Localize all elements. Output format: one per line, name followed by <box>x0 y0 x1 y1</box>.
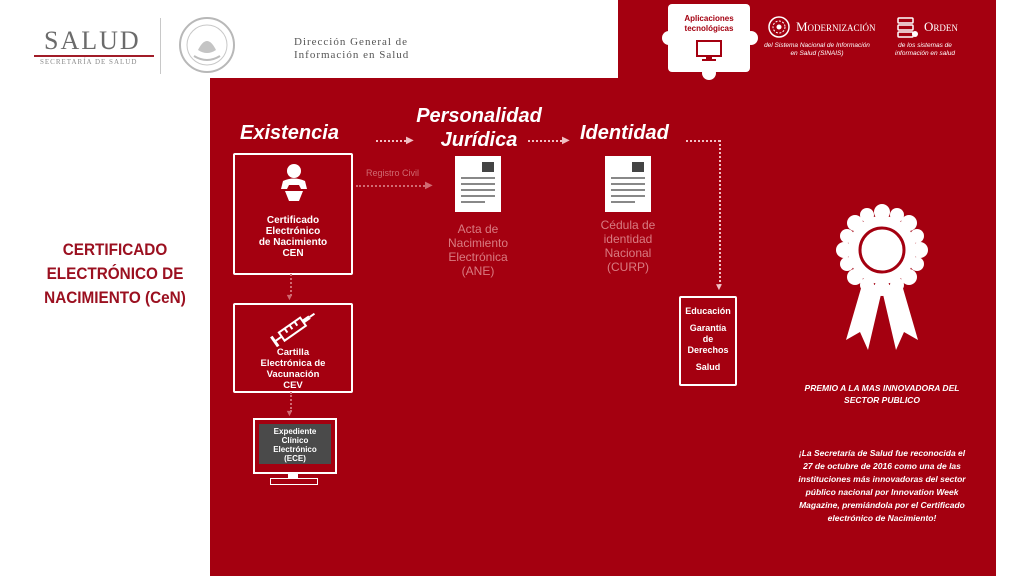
ane-label-line-1: Acta de <box>457 222 499 236</box>
derechos-line-educacion: Educación <box>685 306 731 316</box>
cen-label-line-3: de Nacimiento <box>258 237 328 248</box>
ece-label-line-2: Clínico <box>281 436 309 445</box>
globe-icon <box>768 16 790 38</box>
derechos-line-de: de <box>702 334 714 344</box>
database-icon <box>896 16 918 38</box>
ane-label-line-2: Nacimiento <box>447 236 509 250</box>
monitor-base <box>270 478 318 485</box>
orden-title[interactable]: Orden <box>924 19 958 34</box>
orden-sub-line-1: de los sistemas de <box>898 42 952 49</box>
cen-page-title <box>30 238 201 310</box>
mexico-seal-icon <box>178 16 236 74</box>
premio-title-line-2: SECTOR PUBLICO <box>844 395 920 405</box>
curp-label-line-1: Cédula de <box>600 218 656 232</box>
arrowhead-down-icon: ▼ <box>285 408 294 418</box>
arrowhead-down-icon: ▼ <box>714 282 724 293</box>
apps-puzzle-button[interactable] <box>668 4 750 72</box>
cev-label <box>235 347 351 391</box>
logo-word: SALUD <box>44 26 141 55</box>
cen-label <box>235 215 351 259</box>
curp-label-line-2: identidad <box>603 232 653 246</box>
document-icon <box>604 155 652 213</box>
arrowhead-down-icon: ▼ <box>285 292 294 302</box>
ece-label-line-3: Electrónico <box>273 445 317 454</box>
derechos-line-garantia: Garantía <box>689 323 727 333</box>
premio-text-line-5: Magazine, premiándola por el Certificado <box>799 500 965 510</box>
premio-description <box>780 447 984 525</box>
cev-label-line-1: Cartilla <box>276 347 310 358</box>
salud-logo <box>30 22 160 72</box>
ane-label-line-4: (ANE) <box>461 264 495 278</box>
derechos-line-derechos: Derechos <box>687 345 729 355</box>
cev-label-line-4: CEV <box>283 380 303 391</box>
award-ribbon-icon <box>832 204 932 354</box>
derechos-line-salud: Salud <box>695 362 721 372</box>
stage-personalidad-line-2: Jurídica <box>440 129 518 151</box>
title-line-3: NACIMIENTO (CeN) <box>44 288 186 307</box>
arrowhead-icon: ▶ <box>406 135 414 146</box>
cen-label-line-4: CEN <box>282 248 304 259</box>
arrow-identidad-right <box>686 140 720 142</box>
cen-label-line-2: Electrónico <box>265 226 321 237</box>
header-divider <box>160 18 161 74</box>
baby-icon <box>277 163 311 203</box>
arrowhead-icon: ▶ <box>562 135 570 146</box>
ane-label-line-3: Electrónica <box>448 250 508 264</box>
arrow-cen-ane <box>356 185 428 187</box>
dgis-line-2: Información en Salud <box>294 49 410 61</box>
arrow-existencia-personalidad <box>376 140 410 142</box>
arrow-identidad-down <box>719 140 721 286</box>
premio-text-line-6: electrónico de Nacimiento! <box>827 513 937 523</box>
ane-label <box>424 222 532 278</box>
registro-civil-label: Registro Civil <box>366 168 420 178</box>
derechos-label <box>681 306 735 373</box>
ece-monitor[interactable] <box>253 418 337 474</box>
apps-label <box>668 14 750 34</box>
puzzle-knob-bottom <box>702 66 716 80</box>
title-line-1: CERTIFICADO <box>62 240 168 259</box>
document-icon <box>454 155 502 213</box>
premio-text-line-1: ¡La Secretaría de Salud fue reconocida el <box>798 448 966 458</box>
arrowhead-icon: ▶ <box>425 180 433 191</box>
stage-existencia: Existencia <box>240 122 339 144</box>
logo-subtitle: SECRETARÍA DE SALUD <box>40 58 138 66</box>
premio-text-line-2: 27 de octubre de 2016 como una de las <box>803 461 961 471</box>
title-line-2: ELECTRÓNICO DE <box>46 264 184 283</box>
logo-underline <box>34 55 154 57</box>
ece-label-line-4: (ECE) <box>284 454 306 463</box>
stage-personalidad-juridica <box>414 104 544 152</box>
cev-box[interactable] <box>233 303 353 393</box>
premio-title <box>790 382 974 406</box>
arrow-personalidad-identidad <box>528 140 566 142</box>
apps-label-line-1: Aplicaciones <box>684 14 734 23</box>
dgis-line-1: Dirección General de <box>294 36 409 48</box>
ece-screen <box>259 424 331 464</box>
dgis-title <box>294 36 409 62</box>
stage-personalidad-line-1: Personalidad <box>416 105 542 127</box>
premio-text-line-3: instituciones más innovadoras del sector <box>798 474 966 484</box>
curp-label-line-4: (CURP) <box>607 260 649 274</box>
apps-label-line-2: tecnológicas <box>684 24 734 33</box>
ece-label <box>259 427 331 463</box>
premio-title-line-1: PREMIO A LA MAS INNOVADORA DEL <box>804 383 960 393</box>
cev-label-line-3: Vacunación <box>266 369 320 380</box>
cev-label-line-2: Electrónica de <box>260 358 326 369</box>
modernizacion-sub-line-2: en Salud (SINAIS) <box>790 50 844 57</box>
syringe-icon <box>269 309 319 347</box>
cen-label-line-1: Certificado <box>266 215 320 226</box>
stage-identidad: Identidad <box>580 122 669 144</box>
curp-label <box>574 218 682 274</box>
monitor-icon <box>696 40 722 62</box>
ece-label-line-1: Expediente <box>273 427 317 436</box>
orden-subtitle <box>884 42 966 58</box>
modernizacion-title[interactable]: Modernización <box>796 19 876 34</box>
modernizacion-subtitle <box>756 42 878 58</box>
modernizacion-sub-line-1: del Sistema Nacional de Información <box>764 42 870 49</box>
derechos-box[interactable] <box>679 296 737 386</box>
orden-sub-line-2: información en salud <box>895 50 955 57</box>
curp-label-line-3: Nacional <box>604 246 652 260</box>
cen-box[interactable] <box>233 153 353 275</box>
premio-text-line-4: público nacional por Innovation Week <box>805 487 959 497</box>
